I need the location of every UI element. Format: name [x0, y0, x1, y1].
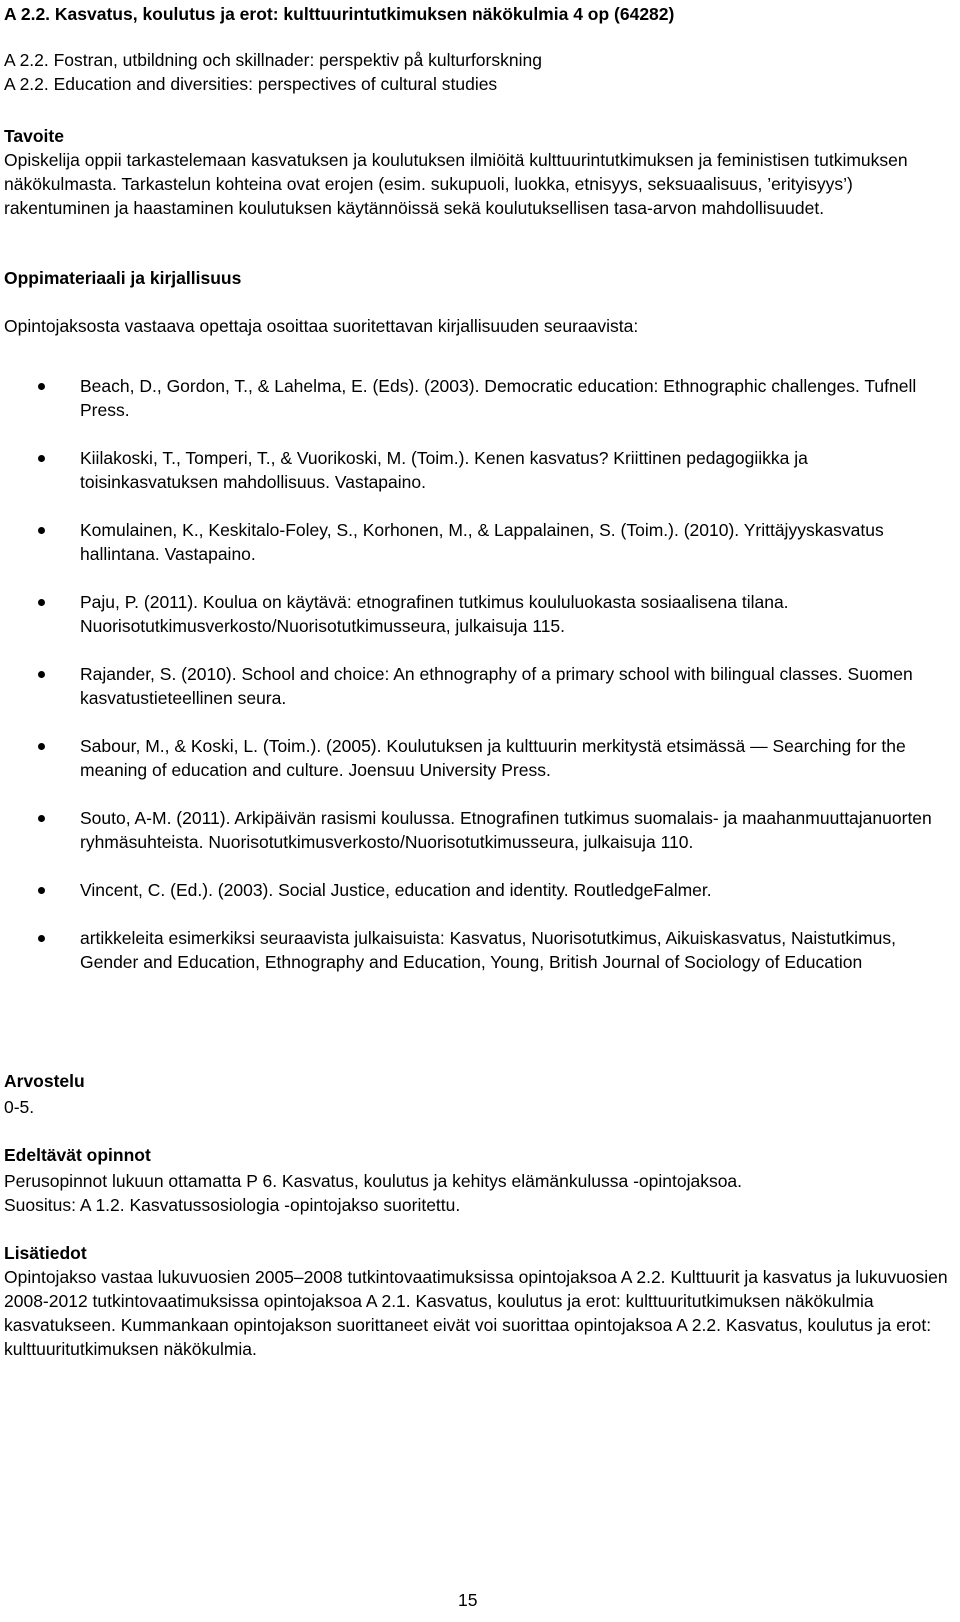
bullet-icon [38, 455, 45, 462]
reference-text: Vincent, C. (Ed.). (2003). Social Justice, education and identity. RoutledgeFalmer. [80, 880, 712, 900]
list-item [4, 734, 946, 782]
reference-list [4, 374, 950, 998]
arvostelu-heading: Arvostelu [4, 1071, 85, 1091]
course-title: A 2.2. Kasvatus, koulutus ja erot: kulttuurintutkimuksen näkökulmia 4 op (64282) [4, 4, 675, 24]
bullet-icon [38, 527, 45, 534]
lisatiedot-text: Opintojakso vastaa lukuvuosien 2005–2008 tutkintovaatimuksissa opintojaksoa A 2.2. Kulttuurit ja kasvatus ja lukuvuosien 2008-2012 tutkintovaatimuksissa opintojaksoa A 2.1. Kasvatus, koulutus ja erot: kulttuuritutkimuksen näkökulmia kasvatukseen. Kummankaan opintojakson suorittaneet eivät voi suorittaa opintojaksoa A 2.2. Kasvatus, koulutus ja erot: kulttuuritutkimuksen näkökulmia. [4, 1267, 948, 1359]
reference-text: Paju, P. (2011). Koulua on käytävä: etnografinen tutkimus koululuokasta sosiaalisena tilana. Nuorisotutkimusverkosto/Nuorisotutkimusseura, julkaisuja 115. [80, 592, 789, 636]
list-item [4, 878, 946, 902]
bullet-icon [38, 383, 45, 390]
course-title-english: A 2.2. Education and diversities: perspectives of cultural studies [4, 74, 498, 94]
tavoite-heading: Tavoite [4, 126, 64, 146]
list-item [4, 806, 946, 854]
page-number: 15 [458, 1590, 478, 1610]
reference-text: Beach, D., Gordon, T., & Lahelma, E. (Eds). (2003). Democratic education: Ethnographic challenges. Tufnell Press. [80, 376, 917, 420]
reference-text: Rajander, S. (2010). School and choice: An ethnography of a primary school with bilingual classes. Suomen kasvatustieteellinen seura. [80, 664, 913, 708]
materials-intro: Opintojaksosta vastaava opettaja osoittaa suoritettavan kirjallisuuden seuraavista: [4, 316, 639, 336]
reference-text: Souto, A-M. (2011). Arkipäivän rasismi koulussa. Etnografinen tutkimus suomalais- ja maahanmuuttajanuorten ryhmäsuhteista. Nuorisotutkimusverkosto/Nuorisotutkimusseura, julkaisuja 110. [80, 808, 932, 852]
list-item [4, 662, 946, 710]
edeltavat-heading: Edeltävät opinnot [4, 1145, 151, 1165]
list-item [4, 518, 946, 566]
bullet-icon [38, 671, 45, 678]
list-item [4, 374, 946, 422]
list-item [4, 926, 946, 974]
reference-text: Sabour, M., & Koski, L. (Toim.). (2005). Koulutuksen ja kulttuurin merkitystä etsimässä ― Searching for the meaning of education and culture. Joensuu University Press. [80, 736, 906, 780]
list-item [4, 590, 946, 638]
materials-heading: Oppimateriaali ja kirjallisuus [4, 268, 242, 288]
lisatiedot-heading: Lisätiedot [4, 1243, 87, 1263]
edeltavat-line-2: Suositus: A 1.2. Kasvatussosiologia -opintojakso suoritettu. [4, 1195, 461, 1215]
bullet-icon [38, 599, 45, 606]
bullet-icon [38, 887, 45, 894]
reference-text: Kiilakoski, T., Tomperi, T., & Vuorikoski, M. (Toim.). Kenen kasvatus? Kriittinen pedagogiikka ja toisinkasvatuksen mahdollisuus. Vastapaino. [80, 448, 808, 492]
list-item [4, 446, 946, 494]
arvostelu-value: 0-5. [4, 1097, 35, 1117]
course-title-swedish: A 2.2. Fostran, utbildning och skillnader: perspektiv på kulturforskning [4, 50, 542, 70]
bullet-icon [38, 935, 45, 942]
bullet-icon [38, 743, 45, 750]
bullet-icon [38, 815, 45, 822]
tavoite-text: Opiskelija oppii tarkastelemaan kasvatuksen ja koulutuksen ilmiöitä kulttuurintutkimuksen ja feministisen tutkimuksen näkökulmasta. Tarkastelun kohteina ovat erojen (esim. sukupuoli, luokka, etnisyys, seksuaalisuus, ’erityisyys’) rakentuminen ja haastaminen koulutuksen käytännöissä sekä koulutuksellisen tasa-arvon mahdollisuudet. [4, 150, 908, 218]
reference-text: artikkeleita esimerkiksi seuraavista julkaisuista: Kasvatus, Nuorisotutkimus, Aikuiskasvatus, Naistutkimus, Gender and Education, Ethnography and Education, Young, British Journal of Sociology of Education [80, 928, 896, 972]
reference-text: Komulainen, K., Keskitalo-Foley, S., Korhonen, M., & Lappalainen, S. (Toim.). (2010). Yrittäjyyskasvatus hallintana. Vastapaino. [80, 520, 884, 564]
edeltavat-line-1: Perusopinnot lukuun ottamatta P 6. Kasvatus, koulutus ja kehitys elämänkulussa -opintojaksoa. [4, 1171, 743, 1191]
